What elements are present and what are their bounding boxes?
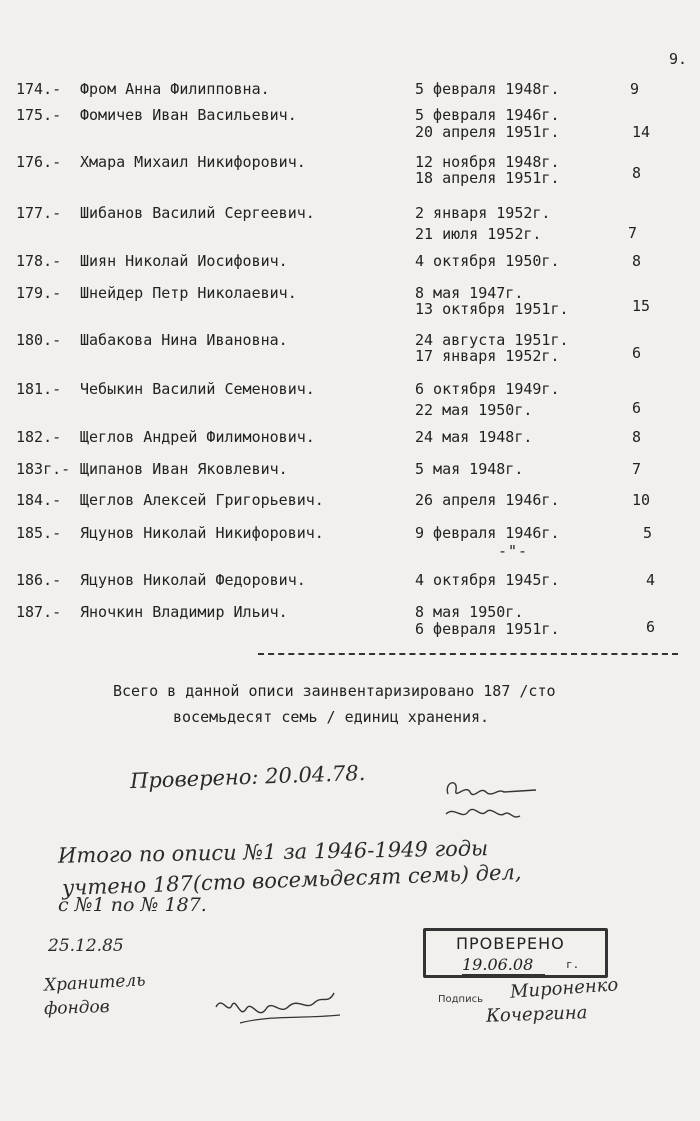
entry-number: 182.- bbox=[16, 428, 62, 446]
entry-sheet-count: 10 bbox=[632, 491, 651, 509]
stamp-title: ПРОВЕРЕНО bbox=[456, 934, 565, 953]
entry-sheet-count: 6 bbox=[632, 399, 642, 417]
entry-name: Фром Анна Филипповна. bbox=[80, 80, 270, 98]
entry-date-start: 26 апреля 1946г. bbox=[415, 491, 560, 509]
entry-name: Фомичев Иван Васильевич. bbox=[80, 106, 297, 124]
entry-date-start: 8 мая 1950г. bbox=[415, 603, 524, 621]
entry-number: 174.- bbox=[16, 80, 62, 98]
stamp-signature-name-1: Мироненко bbox=[509, 974, 619, 1003]
entry-number: 185.- bbox=[16, 524, 62, 542]
entry-sheet-count: 6 bbox=[646, 618, 656, 636]
handwritten-date: 25.12.85 bbox=[48, 936, 124, 956]
stamp-date: 19.06.08 bbox=[462, 955, 545, 975]
entry-number: 176.- bbox=[16, 153, 62, 171]
summary-line-1: Всего в данной описи заинвентаризировано 187 /сто bbox=[113, 682, 556, 700]
total-line-1: Итого по описи №1 за 1946-1949 годы bbox=[57, 836, 489, 868]
entry-number: 178.- bbox=[16, 252, 62, 270]
entry-name: Яночкин Владимир Ильич. bbox=[80, 603, 288, 621]
total-line-2: учтено 187(сто восемьдесят семь) дел, bbox=[61, 859, 522, 901]
entry-date-start: 4 октября 1950г. bbox=[415, 252, 560, 270]
entry-number: 183г.- bbox=[16, 460, 71, 478]
entry-number: 181.- bbox=[16, 380, 62, 398]
entry-name: Шнейдер Петр Николаевич. bbox=[80, 284, 297, 302]
entry-date-start: 12 ноября 1948г. bbox=[415, 153, 560, 171]
entry-number: 179.- bbox=[16, 284, 62, 302]
entry-number: 175.- bbox=[16, 106, 62, 124]
entry-date-end: 13 октября 1951г. bbox=[415, 300, 569, 318]
keeper-title-1: Хранитель bbox=[43, 970, 146, 996]
signature-reviewer bbox=[440, 772, 550, 834]
entry-name: Хмара Михаил Никифорович. bbox=[80, 153, 306, 171]
entry-sheet-count: 8 bbox=[632, 252, 642, 270]
entry-date-start: 6 октября 1949г. bbox=[415, 380, 560, 398]
entry-date-start: 5 мая 1948г. bbox=[415, 460, 524, 478]
entry-date-end: 6 февраля 1951г. bbox=[415, 620, 560, 638]
entry-date-start: 5 февраля 1946г. bbox=[415, 106, 560, 124]
entry-number: 177.- bbox=[16, 204, 62, 222]
entry-date-end: 18 апреля 1951г. bbox=[415, 169, 560, 187]
total-line-3: с №1 по № 187. bbox=[58, 894, 207, 916]
stamp-signature-label: Подпись bbox=[438, 994, 483, 1005]
entry-sheet-count: 9 bbox=[630, 80, 640, 98]
entry-number: 186.- bbox=[16, 571, 62, 589]
signature-keeper bbox=[210, 985, 350, 1045]
entry-sheet-count: 14 bbox=[632, 123, 651, 141]
entry-date-end: 21 июля 1952г. bbox=[415, 225, 542, 243]
entry-number: 180.- bbox=[16, 331, 62, 349]
entry-name: Щипанов Иван Яковлевич. bbox=[80, 460, 288, 478]
entry-name: Яцунов Николай Федорович. bbox=[80, 571, 306, 589]
entry-date-start: 24 мая 1948г. bbox=[415, 428, 533, 446]
entry-date-start: 24 августа 1951г. bbox=[415, 331, 569, 349]
entry-sheet-count: 7 bbox=[632, 460, 642, 478]
entry-date-end: 22 мая 1950г. bbox=[415, 401, 533, 419]
entry-sheet-count: 4 bbox=[646, 571, 656, 589]
entry-name: Щеглов Андрей Филимонович. bbox=[80, 428, 315, 446]
entry-sheet-count: 5 bbox=[643, 524, 653, 542]
entry-sheet-count: 7 bbox=[628, 224, 638, 242]
keeper-title-2: фондов bbox=[43, 996, 110, 1020]
entry-sheet-count: 8 bbox=[632, 428, 642, 446]
checked-note: Проверено: 20.04.78. bbox=[129, 760, 366, 794]
entry-name: Шабакова Нина Ивановна. bbox=[80, 331, 288, 349]
verification-stamp bbox=[423, 928, 608, 978]
entry-date-start: 8 мая 1947г. bbox=[415, 284, 524, 302]
entry-date-end: 17 января 1952г. bbox=[415, 347, 560, 365]
entry-name: Яцунов Николай Никифорович. bbox=[80, 524, 324, 542]
entry-number: 187.- bbox=[16, 603, 62, 621]
summary-line-2: восемьдесят семь / единиц хранения. bbox=[173, 708, 490, 726]
entry-date-start: 5 февраля 1948г. bbox=[415, 80, 560, 98]
entry-name: Щеглов Алексей Григорьевич. bbox=[80, 491, 324, 509]
entry-number: 184.- bbox=[16, 491, 62, 509]
entry-date-start: 2 января 1952г. bbox=[415, 204, 551, 222]
entry-name: Чебыкин Василий Семенович. bbox=[80, 380, 315, 398]
entry-date-end: 20 апреля 1951г. bbox=[415, 123, 560, 141]
entry-name: Шибанов Василий Сергеевич. bbox=[80, 204, 315, 222]
page-number: 9. bbox=[669, 50, 688, 68]
entry-sheet-count: 6 bbox=[632, 344, 642, 362]
entry-sheet-count: 15 bbox=[632, 297, 651, 315]
entry-date-start: 4 октября 1945г. bbox=[415, 571, 560, 589]
entry-name: Шиян Николай Иосифович. bbox=[80, 252, 288, 270]
stamp-suffix: г. bbox=[566, 958, 580, 971]
stamp-signature-name-2: Кочергина bbox=[485, 1002, 588, 1027]
entry-ditto-mark: -"- bbox=[498, 542, 529, 560]
entry-sheet-count: 8 bbox=[632, 164, 642, 182]
separator-line bbox=[258, 653, 678, 655]
entry-date-start: 9 февраля 1946г. bbox=[415, 524, 560, 542]
